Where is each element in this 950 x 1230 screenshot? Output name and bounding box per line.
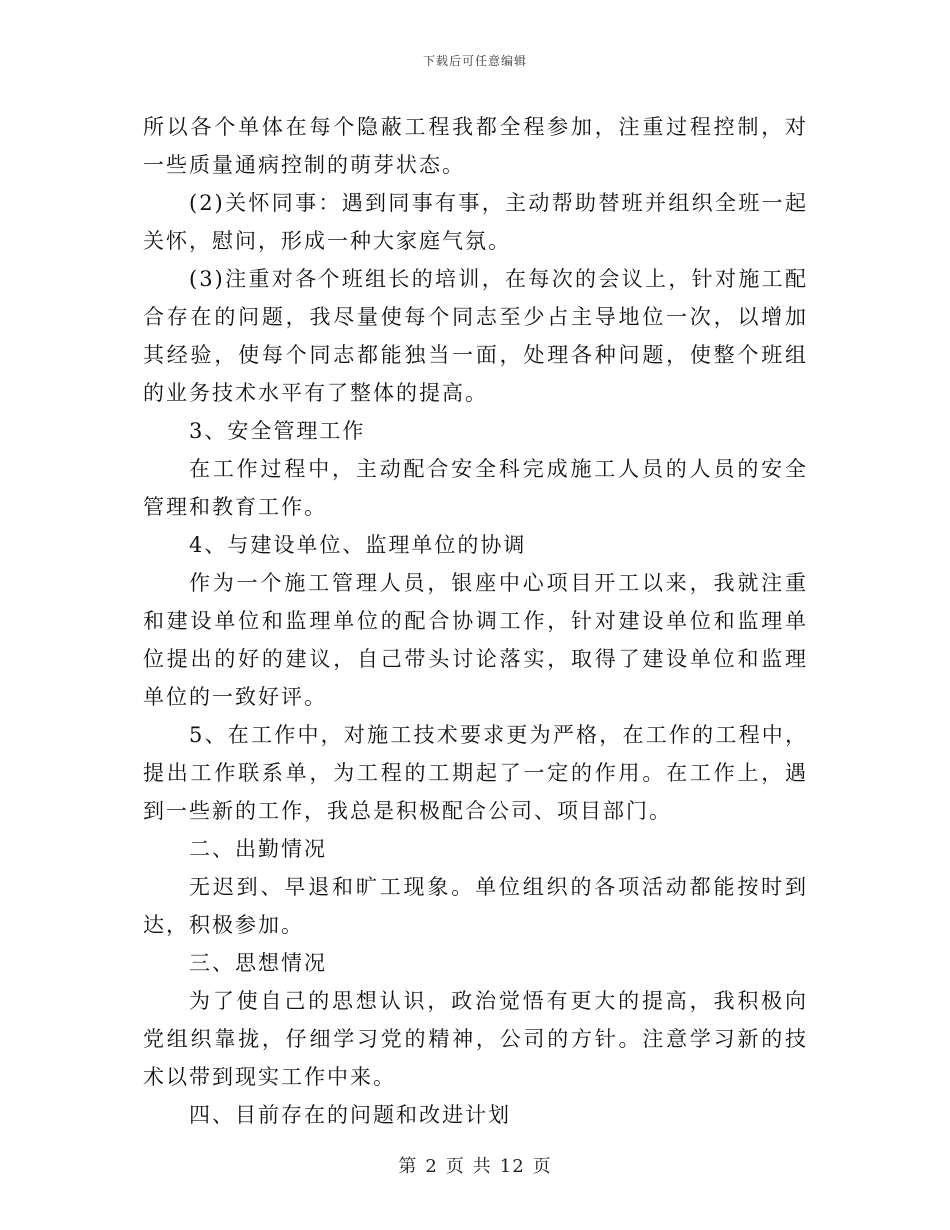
- paragraph-care-colleagues: (2)关怀同事：遇到同事有事，主动帮助替班并组织全班一起关怀，慰问，形成一种大家庭气氛。: [143, 191, 808, 253]
- document-body: [143, 108, 808, 1134]
- section-heading-ideology: 三、思想情况: [189, 951, 327, 975]
- paragraph-attendance: 无迟到、早退和旷工现象。单位组织的各项活动都能按时到达，积极参加。: [143, 875, 808, 937]
- paragraph-team-leader-training: (3)注重对各个班组长的培训，在每次的会议上，针对施工配合存在的问题，我尽量使每个同志至少占主导地位一次，以增加其经验，使每个同志都能独当一面，处理各种问题，使整个班组的业务技术水平有了整体的提高。: [143, 267, 808, 405]
- total-pages-number: 12: [499, 1156, 525, 1177]
- page-header: 下载后可任意编辑: [422, 54, 527, 68]
- footer-prefix: 第: [398, 1156, 418, 1177]
- footer-page-word: 页: [445, 1156, 465, 1177]
- footer-suffix: 页: [532, 1156, 552, 1177]
- footer-total-word: 共: [472, 1156, 492, 1177]
- section-heading-problems: 四、目前存在的问题和改进计划: [189, 1103, 511, 1127]
- paragraph-technical-requirements: 5、在工作中，对施工技术要求更为严格，在工作的工程中，提出工作联系单，为工程的工期起了一定的作用。在工作上，遇到一些新的工作，我总是积极配合公司、项目部门。: [143, 723, 808, 823]
- section-heading-attendance: 二、出勤情况: [189, 837, 327, 861]
- section-heading-safety: 3、安全管理工作: [189, 419, 366, 443]
- paragraph-coordination: 作为一个施工管理人员，银座中心项目开工以来，我就注重和建设单位和监理单位的配合协调工作，针对建设单位和监理单位提出的好的建议，自己带头讨论落实，取得了建设单位和监理单位的一致好评。: [143, 571, 808, 709]
- paragraph-ideology: 为了使自己的思想认识，政治觉悟有更大的提高，我积极向党组织靠拢，仔细学习党的精神，公司的方针。注意学习新的技术以带到现实工作中来。: [143, 989, 808, 1089]
- paragraph-safety: 在工作过程中，主动配合安全科完成施工人员的人员的安全管理和教育工作。: [143, 457, 808, 519]
- section-heading-coordination: 4、与建设单位、监理单位的协调: [189, 533, 527, 557]
- paragraph-1: 所以各个单体在每个隐蔽工程我都全程参加，注重过程控制，对一些质量通病控制的萌芽状态。: [143, 115, 808, 177]
- page-footer: [0, 1152, 950, 1178]
- current-page-number: 2: [425, 1156, 438, 1177]
